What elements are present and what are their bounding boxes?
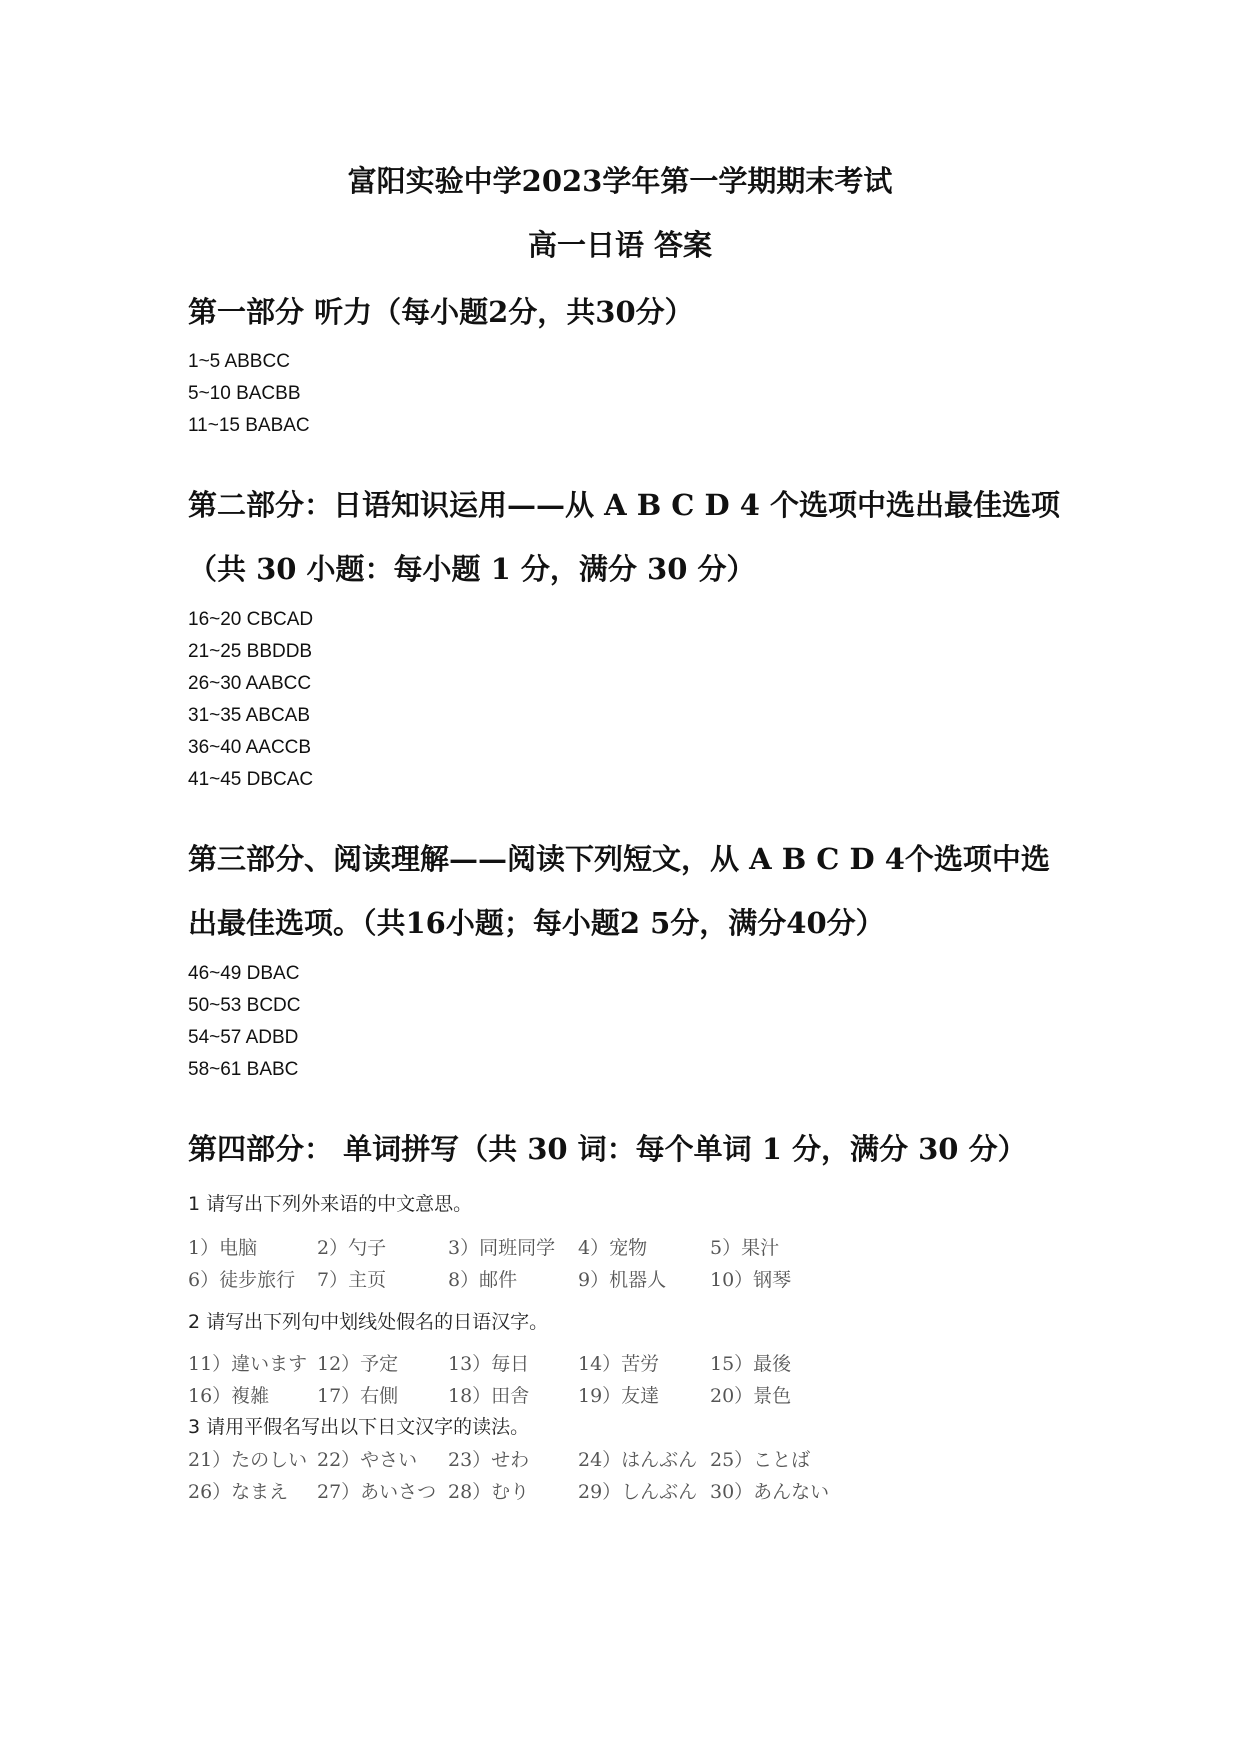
q1-item: 3）同班同学 <box>448 1237 556 1259</box>
q2-item: 20）景色 <box>710 1385 792 1407</box>
q3-item: 21）たのしい <box>188 1449 308 1471</box>
part3-heading-cont: 出最佳选项。（共16小题；每小题2 5分，满分40分） <box>188 906 885 940</box>
part4-q3-instruction: 3 请用平假名写出以下日文汉字的读法。 <box>188 1416 530 1438</box>
q3-item: 22）やさい <box>317 1449 418 1471</box>
q3-item: 28）むり <box>448 1481 530 1503</box>
q1-item: 2）勺子 <box>317 1237 387 1259</box>
part2-answer-row: 26~30 AABCC <box>188 673 312 694</box>
part2-answer-row: 41~45 DBCAC <box>188 769 314 790</box>
part3-answer-row: 58~61 BABC <box>188 1059 299 1080</box>
q1-item: 5）果汁 <box>710 1237 780 1259</box>
part1-answer-row: 5~10 BACBB <box>188 383 301 404</box>
q2-item: 14）苦労 <box>578 1353 660 1375</box>
part2-answer-row: 16~20 CBCAD <box>188 609 314 630</box>
part2-answer-row: 21~25 BBDDB <box>188 641 313 662</box>
q1-item: 10）钢琴 <box>710 1269 792 1291</box>
part3-answer-row: 54~57 ADBD <box>188 1027 299 1048</box>
q1-item: 1）电脑 <box>188 1237 258 1259</box>
part4-q1-instruction: 1 请写出下列外来语的中文意思。 <box>188 1193 473 1215</box>
q2-item: 11）違います <box>188 1353 308 1375</box>
part1-answer-row: 1~5 ABBCC <box>188 351 290 372</box>
q3-item: 30）あんない <box>710 1481 830 1503</box>
q1-item: 4）宠物 <box>578 1237 648 1259</box>
exam-subtitle: 高一日语 答案 <box>527 228 713 262</box>
part1-answer-row: 11~15 BABAC <box>188 415 310 436</box>
q1-item: 9）机器人 <box>578 1269 667 1291</box>
q2-item: 16）複雑 <box>188 1385 270 1407</box>
part2-answer-row: 36~40 AACCB <box>188 737 312 758</box>
part3-heading: 第三部分、阅读理解——阅读下列短文，从 A B C D 4个选项中选 <box>188 842 1050 876</box>
exam-title: 富阳实验中学2023学年第一学期期末考试 <box>347 164 893 198</box>
q3-item: 29）しんぶん <box>578 1481 698 1503</box>
q3-item: 25）ことば <box>710 1449 811 1471</box>
q3-item: 26）なまえ <box>188 1481 289 1503</box>
q2-item: 13）毎日 <box>448 1353 530 1375</box>
q3-item: 27）あいさつ <box>317 1481 437 1503</box>
q2-item: 15）最後 <box>710 1353 792 1375</box>
q2-item: 18）田舎 <box>448 1385 530 1407</box>
part3-answer-row: 50~53 BCDC <box>188 995 301 1016</box>
part2-answer-row: 31~35 ABCAB <box>188 705 311 726</box>
part4-heading: 第四部分： 单词拼写（共 30 词：每个单词 1 分，满分 30 分） <box>188 1132 1027 1166</box>
q3-item: 24）はんぶん <box>578 1449 698 1471</box>
part2-heading-cont: （共 30 小题：每小题 1 分，满分 30 分） <box>188 552 756 586</box>
q3-item: 23）せわ <box>448 1449 530 1471</box>
q2-item: 12）予定 <box>317 1353 399 1375</box>
part4-q2-instruction: 2 请写出下列句中划线处假名的日语汉字。 <box>188 1311 549 1333</box>
q2-item: 17）右側 <box>317 1385 399 1407</box>
part3-answer-row: 46~49 DBAC <box>188 963 300 984</box>
q1-item: 8）邮件 <box>448 1269 518 1291</box>
part2-heading: 第二部分：日语知识运用——从 A B C D 4 个选项中选出最佳选项 <box>188 488 1060 522</box>
part1-heading: 第一部分 听力（每小题2分，共30分） <box>188 295 694 329</box>
q1-item: 7）主页 <box>317 1269 387 1291</box>
q2-item: 19）友達 <box>578 1385 660 1407</box>
q1-item: 6）徒步旅行 <box>188 1269 296 1291</box>
